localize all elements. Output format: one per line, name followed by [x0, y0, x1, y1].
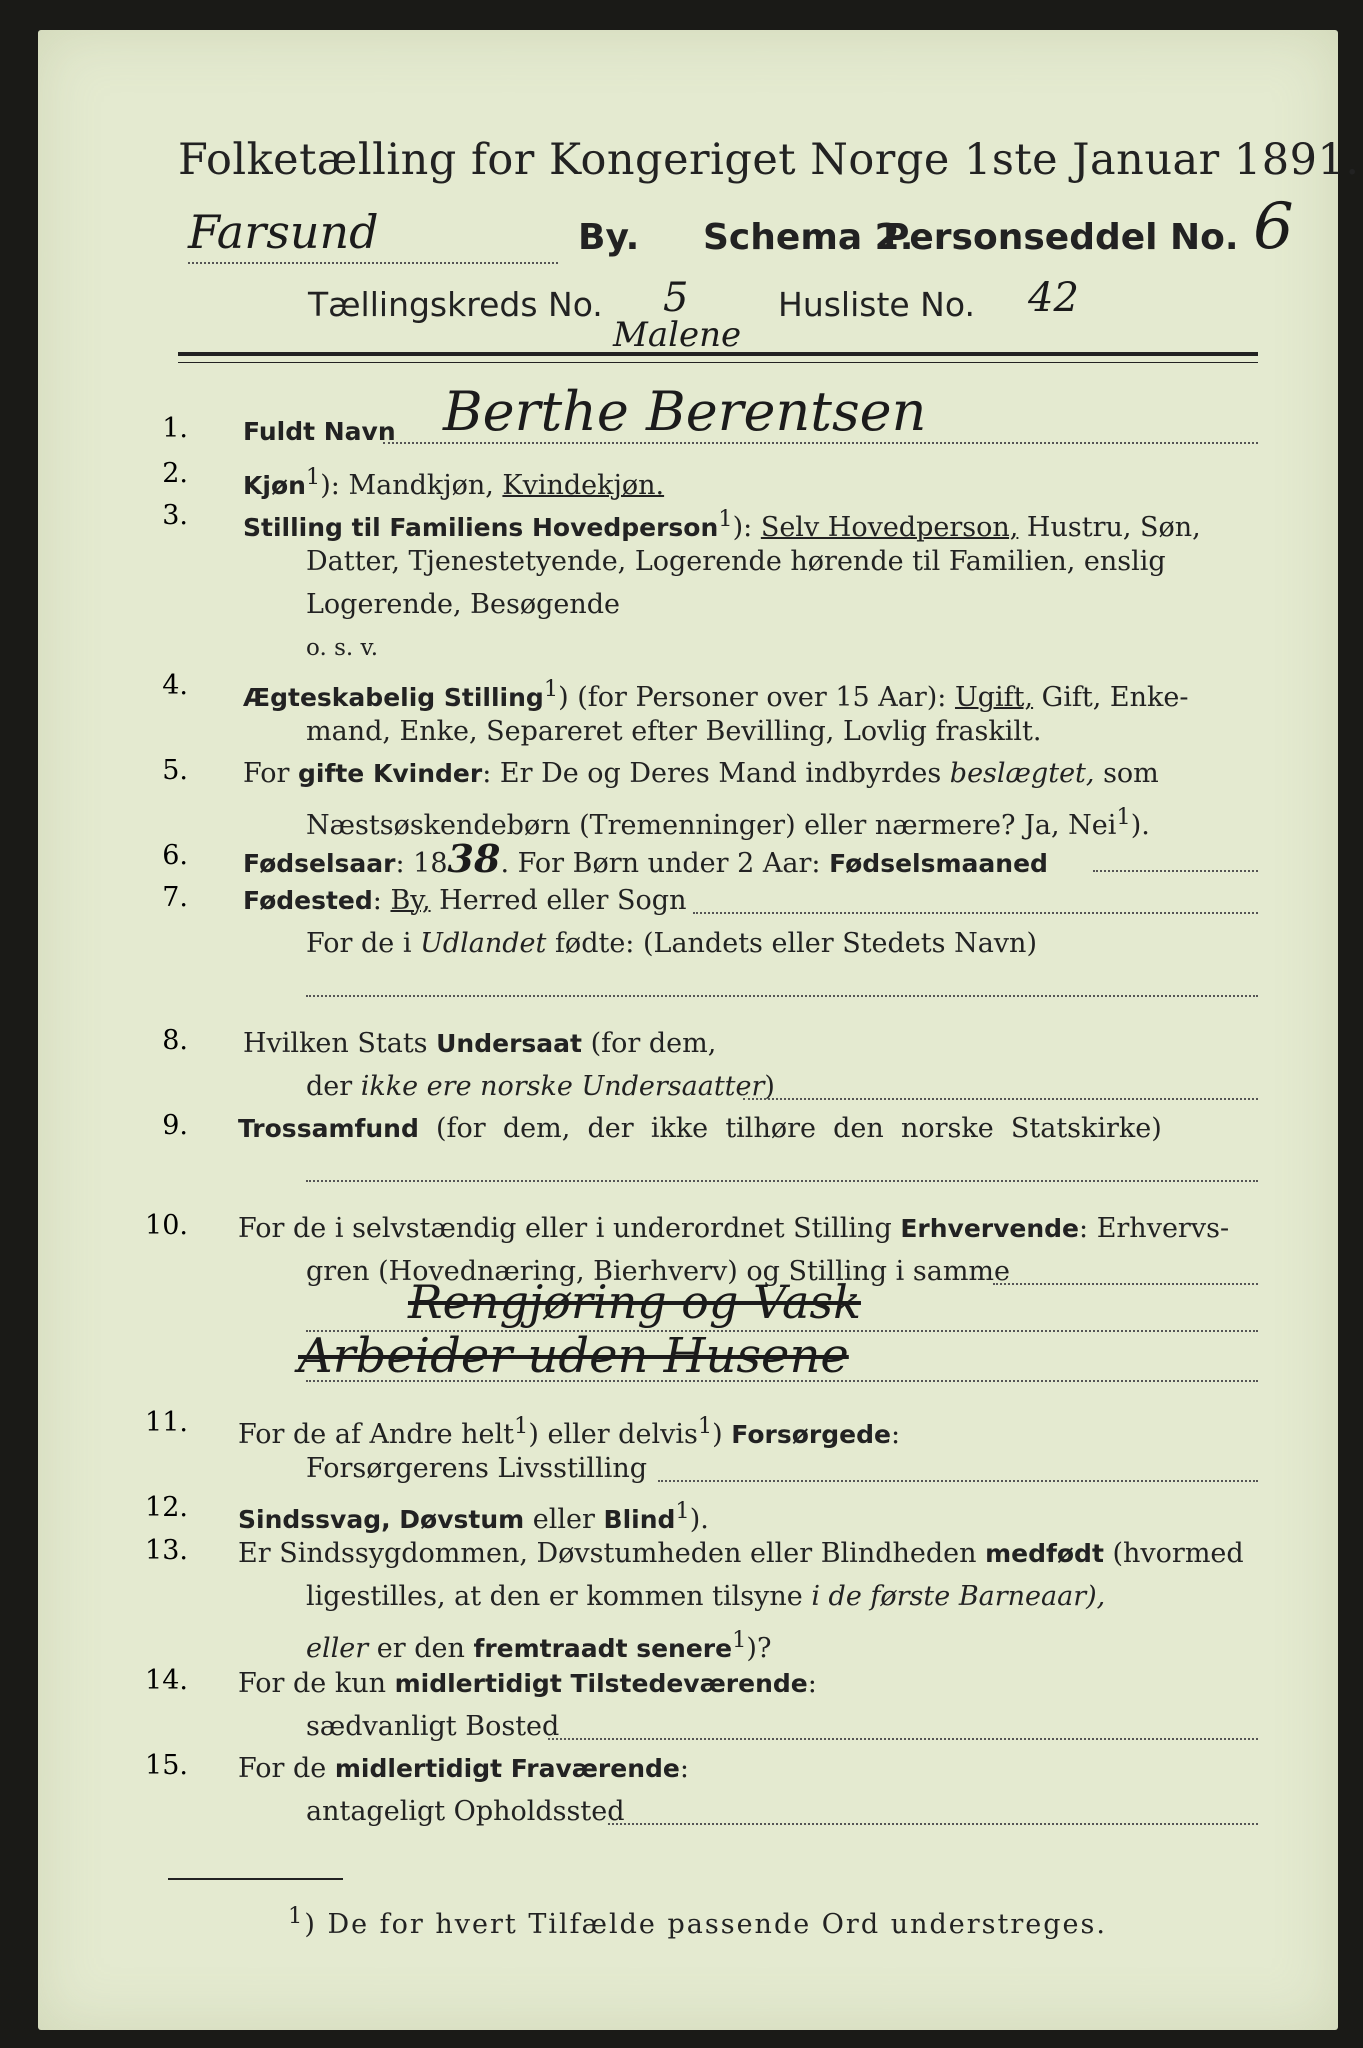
q10-text-b: : Erhvervs-	[1079, 1213, 1230, 1244]
q5-line2-text: Næstsøskendebørn (Tremenninger) eller nærmere? Ja, Nei	[306, 810, 1117, 841]
q11-line2: Forsørgerens Livsstilling	[306, 1453, 648, 1484]
q4-text-a: ) (for Personer over 15 Aar):	[558, 682, 955, 713]
q8-line2-b: )	[764, 1071, 775, 1102]
q10-label: Erhvervende	[900, 1214, 1080, 1243]
q3-line1: Stilling til Familiens Hovedperson$^1$): Selv Hovedperson, Hustru, Søn,	[243, 506, 1201, 543]
q11-text-d: :	[890, 1419, 901, 1450]
tellingskreds-number: 5	[663, 275, 689, 321]
q7-text-a: :	[372, 885, 391, 916]
q11-line1: For de af Andre helt$^1$) eller delvis$^1$) Forsørgede:	[238, 1413, 901, 1450]
q3-selected: Selv Hovedperson,	[760, 512, 1019, 543]
q9-dotline	[306, 1180, 1258, 1182]
q13-text-a: Er Sindssygdommen, Døvstumheden eller Blindheden	[238, 1538, 986, 1569]
q3-line4: o. s. v.	[306, 635, 379, 661]
q7-line1	[243, 879, 686, 923]
q7-dotline2	[306, 995, 1258, 997]
q4-line1: Ægteskabelig Stilling$^1$) (for Personer over 15 Aar): Ugift, Gift, Enke-	[243, 676, 1189, 713]
personseddel-number: 6	[1253, 190, 1294, 264]
q7-label: Fødested	[243, 886, 373, 915]
q2-number: 2.	[162, 458, 188, 489]
q5-line1	[243, 752, 1159, 796]
personseddel-label: Personseddel No.	[883, 217, 1239, 258]
q9-label: Trossamfund	[238, 1114, 419, 1143]
name-annotation: Malene	[613, 315, 742, 355]
q15-label: midlertidigt Fraværende	[334, 1754, 680, 1783]
q12-text-b: ).	[689, 1504, 709, 1535]
q11-dotline	[658, 1480, 1258, 1482]
q11-label: Forsørgede	[731, 1420, 891, 1449]
q15-line1	[238, 1747, 689, 1791]
q4-line2: mand, Enke, Separeret efter Bevilling, Lovlig fraskilt.	[306, 716, 1042, 747]
q6-year-prefix: : 18	[395, 848, 448, 879]
q5-line2: Næstsøskendebørn (Tremenninger) eller nærmere? Ja, Nei$^1$).	[306, 804, 1150, 841]
q5-number: 5.	[162, 755, 188, 786]
tellingskreds-label: Tællingskreds No.	[308, 285, 603, 324]
q7-line2-b: fødte: (Landets eller Stedets Navn)	[546, 928, 1037, 959]
q8-line2	[306, 1065, 775, 1109]
q5-text-italic: beslægtet,	[949, 758, 1095, 789]
q7-line2-a: For de i	[306, 928, 421, 959]
q8-dotline	[743, 1098, 1258, 1100]
occupation-answer-2: Arbeider uden Husene	[298, 1328, 849, 1384]
birth-year-handwritten: 38	[447, 836, 501, 881]
q1-number: 1.	[162, 413, 188, 444]
q14-label: midlertidigt Tilstedeværende	[394, 1669, 808, 1698]
q14-line1	[238, 1662, 817, 1706]
husliste-number: 42	[1028, 275, 1079, 321]
q13-line3: eller er den fremtraadt senere$^1$)?	[306, 1627, 772, 1664]
q10-dotline3	[306, 1380, 1258, 1382]
q4-number: 4.	[162, 670, 188, 701]
q15-text-b: :	[679, 1753, 689, 1784]
q14-text-b: :	[807, 1668, 817, 1699]
q7-line2	[306, 922, 1037, 966]
q4-text-c: Gift, Enke-	[1033, 682, 1189, 713]
q8-line2-a: der	[306, 1071, 361, 1102]
footnote	[288, 1903, 1107, 1940]
q10-dotline1	[993, 1283, 1258, 1285]
q3-line2: Datter, Tjenestetyende, Logerende hørende til Familien, enslig	[306, 546, 1166, 577]
q13-label: medfødt	[985, 1539, 1104, 1568]
q13-line2-a: ligestilles, at den er kommen tilsyne	[306, 1581, 812, 1612]
q2-text: ): Mandkjøn,	[320, 470, 503, 501]
q13-line1	[238, 1532, 1244, 1576]
q6-dotline	[1093, 870, 1258, 872]
q15-dotline	[608, 1823, 1258, 1825]
q1-label: Fuldt Navn	[243, 417, 396, 446]
q11-text-b: ) eller delvis	[528, 1419, 698, 1450]
q7-dotline	[693, 912, 1258, 914]
q9-line	[238, 1107, 1162, 1151]
q12-label: Sindssvag, Døvstum	[238, 1505, 525, 1534]
q12-number: 12.	[145, 1492, 188, 1523]
q3-text: Hustru, Søn,	[1018, 512, 1201, 543]
q7-text-c: Herred eller Sogn	[430, 885, 687, 916]
q8-text-a: Hvilken Stats	[243, 1028, 437, 1059]
q3-number: 3.	[162, 500, 188, 531]
q6-text: . For Børn under 2 Aar:	[500, 848, 830, 879]
q7-number: 7.	[162, 882, 188, 913]
q9-text: (for dem, der ikke tilhøre den norske Statskirke)	[418, 1113, 1162, 1144]
q10-number: 10.	[145, 1210, 188, 1241]
q13-text-b: (hvormed	[1103, 1538, 1244, 1569]
footnote-text: ) De for hvert Tilfælde passende Ord understreges.	[304, 1909, 1107, 1940]
q3-label: Stilling til Familiens Hovedperson	[243, 513, 719, 542]
q8-text-b: (for dem,	[581, 1028, 717, 1059]
q13-line3-b: )?	[746, 1633, 772, 1664]
q15-text-a: For de	[238, 1753, 335, 1784]
q2-label: Kjøn	[243, 471, 306, 500]
q4-label: Ægteskabelig Stilling	[243, 683, 544, 712]
by-label: By.	[578, 217, 640, 258]
q10-text-a: For de i selvstændig eller i underordnet Stilling	[238, 1213, 901, 1244]
q15-line2: antageligt Opholdssted	[306, 1796, 625, 1827]
q5-text-b: som	[1094, 758, 1159, 789]
city-dotline	[188, 262, 558, 264]
q6-number: 6.	[162, 840, 188, 871]
occupation-answer-1: Rengjøring og Vask	[408, 1275, 861, 1329]
q2-sup: 1	[305, 464, 321, 490]
q11-text-c: )	[712, 1419, 732, 1450]
q7-line2-italic: Udlandet	[420, 928, 547, 959]
q5-label: gifte Kvinder	[298, 759, 483, 788]
q9-number: 9.	[162, 1110, 188, 1141]
q1-dotline	[383, 442, 1258, 444]
form-title: Folketælling for Kongeriget Norge 1ste Januar 1891.	[178, 135, 1360, 185]
q7-selected: By,	[390, 885, 431, 916]
q13-label2: fremtraadt senere	[473, 1634, 733, 1663]
city-handwritten: Farsund	[188, 205, 379, 259]
husliste-label: Husliste No.	[778, 285, 975, 324]
name-answer: Berthe Berentsen	[443, 380, 927, 443]
q8-number: 8.	[162, 1025, 188, 1056]
q14-dotline	[548, 1738, 1258, 1740]
q3-line3: Logerende, Besøgende	[306, 589, 620, 620]
q11-text-a: For de af Andre helt	[238, 1419, 515, 1450]
q8-label: Undersaat	[436, 1029, 582, 1058]
q12-text-a: eller	[524, 1504, 604, 1535]
q13-line3-italic: eller	[306, 1633, 369, 1664]
q4-selected: Ugift,	[954, 682, 1034, 713]
q10-line2: gren (Hovednæring, Bierhverv) og Stilling i samme	[306, 1256, 1011, 1287]
schema-label: Schema 2.	[703, 217, 914, 258]
q8-line1	[243, 1022, 716, 1066]
q12-label2: Blind	[603, 1505, 676, 1534]
footnote-sup: 1	[288, 1903, 305, 1929]
q6-label: Fødselsaar	[243, 849, 396, 878]
q10-line1	[238, 1207, 1229, 1251]
q14-text-a: For de kun	[238, 1668, 395, 1699]
q2-selected: Kvindekjøn.	[502, 470, 665, 501]
q13-number: 13.	[145, 1535, 188, 1566]
q13-line2	[306, 1575, 1105, 1619]
census-form	[38, 30, 1360, 2030]
q11-number: 11.	[145, 1407, 188, 1438]
q14-line2: sædvanligt Bosted	[306, 1711, 560, 1742]
q8-line2-italic: ikke ere norske Undersaatter	[360, 1071, 765, 1102]
q12-line: Sindssvag, Døvstum eller Blind$^1$).	[238, 1498, 709, 1535]
q5-text-a: : Er De og Deres Mand indbyrdes	[482, 758, 950, 789]
q6-label2: Fødselsmaaned	[829, 849, 1048, 878]
q5-pre: For	[243, 758, 299, 789]
q15-number: 15.	[145, 1750, 188, 1781]
q13-line2-italic: i de første Barneaar),	[811, 1581, 1106, 1612]
q14-number: 14.	[145, 1665, 188, 1696]
header-rule-thin	[178, 362, 1258, 363]
q13-line3-a: er den	[368, 1633, 474, 1664]
footnote-rule	[168, 1878, 343, 1880]
